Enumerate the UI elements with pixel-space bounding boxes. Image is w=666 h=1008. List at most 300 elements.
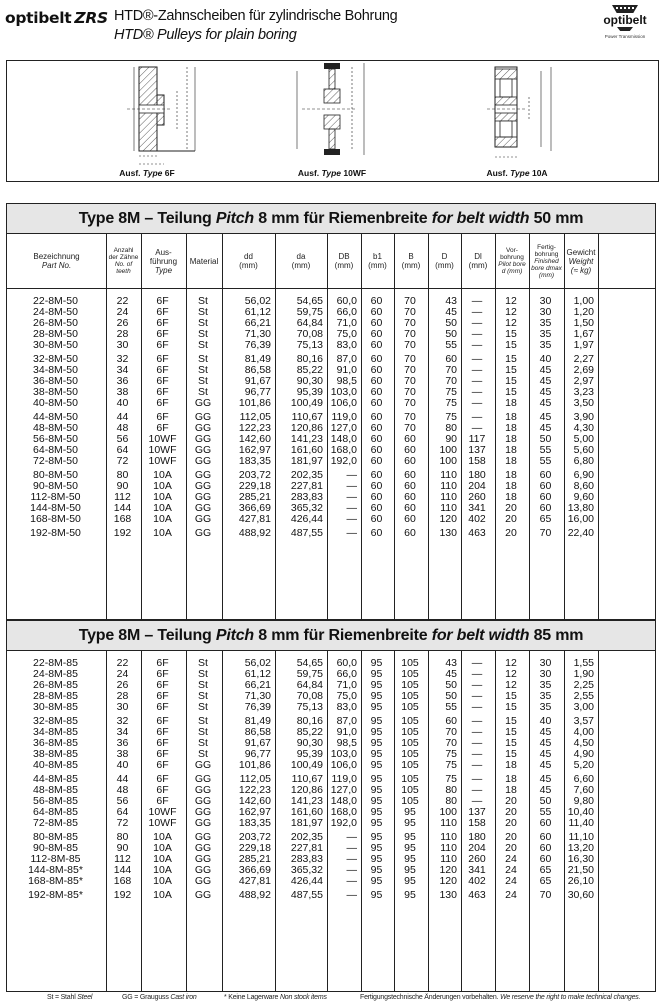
table-cell: — bbox=[471, 795, 483, 807]
table-cell: 15 bbox=[505, 701, 517, 713]
table-row bbox=[7, 398, 607, 409]
table-cell: 70 bbox=[445, 364, 457, 376]
table-cell: 40 bbox=[539, 715, 552, 727]
table-cell: — bbox=[471, 411, 483, 423]
drawing-type-6f bbox=[77, 61, 217, 181]
table-cell: 38 bbox=[116, 386, 129, 398]
table-cell: 260 bbox=[468, 853, 486, 865]
table-cell: 55 bbox=[445, 701, 457, 713]
table-cell: 60 bbox=[370, 386, 383, 398]
table-cell: 105 bbox=[401, 715, 419, 727]
table-cell: 12 bbox=[505, 657, 517, 669]
table-cell: 366,69 bbox=[238, 864, 271, 876]
table-cell: 91,0 bbox=[336, 364, 357, 376]
table-cell: 3,50 bbox=[573, 397, 594, 409]
table-cell: 64,84 bbox=[296, 679, 323, 691]
table-cell: 130 bbox=[439, 527, 457, 539]
table-cell: 1,97 bbox=[573, 339, 594, 351]
table-cell: St bbox=[198, 317, 208, 329]
table-cell: — bbox=[471, 784, 483, 796]
table-cell: 161,60 bbox=[290, 806, 323, 818]
table-cell: 70 bbox=[404, 386, 416, 398]
table-cell: 16,30 bbox=[567, 853, 594, 865]
table-cell: 43 bbox=[445, 657, 457, 669]
table-cell: 6,60 bbox=[573, 773, 594, 785]
column-header: Dl (mm) bbox=[468, 252, 488, 270]
table-cell: 144-8M-85* bbox=[28, 864, 83, 876]
table-cell: — bbox=[471, 364, 483, 376]
table-cell: 5,20 bbox=[573, 759, 594, 771]
table-cell: 6F bbox=[156, 397, 169, 409]
table-cell: 71,30 bbox=[244, 690, 271, 702]
table-cell: 112,05 bbox=[239, 411, 271, 423]
table-cell: 463 bbox=[468, 889, 486, 901]
table-cell: 203,72 bbox=[238, 469, 271, 481]
table-cell: 72 bbox=[116, 455, 129, 467]
table-cell: 192,0 bbox=[330, 455, 357, 467]
table-cell: — bbox=[346, 480, 357, 492]
table-cell: GG bbox=[194, 864, 212, 876]
table-cell: 95 bbox=[404, 889, 416, 901]
table-cell: 91,0 bbox=[336, 726, 357, 738]
legend-non-stock: * Keine Lagerware Non stock items bbox=[224, 994, 327, 1001]
table-cell: 60 bbox=[404, 491, 416, 503]
table-cell: 60 bbox=[539, 817, 552, 829]
table-cell: 3,57 bbox=[573, 715, 594, 727]
table-cell: St bbox=[198, 748, 208, 760]
table-cell: 70 bbox=[445, 375, 457, 387]
table-cell: 24-8M-50 bbox=[33, 306, 78, 318]
table-cell: 110 bbox=[440, 469, 457, 481]
table-cell: 44 bbox=[116, 773, 129, 785]
drawing-type-10a bbox=[447, 61, 587, 181]
table-cell: 15 bbox=[505, 715, 517, 727]
table-cell: 105 bbox=[401, 784, 419, 796]
table-cell: 48-8M-85 bbox=[33, 784, 78, 796]
table-cell: 148,0 bbox=[330, 433, 357, 445]
table-cell: 60 bbox=[404, 502, 416, 514]
table-cell: 10A bbox=[153, 842, 172, 854]
table-cell: 95 bbox=[370, 657, 383, 669]
table-cell: 95 bbox=[370, 889, 383, 901]
table-cell: 40 bbox=[116, 397, 129, 409]
table-cell: 13,20 bbox=[567, 842, 594, 854]
table-cell: 76,39 bbox=[244, 339, 271, 351]
column-header: da (mm) bbox=[291, 252, 311, 270]
table-cell: 90-8M-85 bbox=[33, 842, 78, 854]
table-cell: 87,0 bbox=[336, 353, 357, 365]
table-cell: 130 bbox=[439, 889, 457, 901]
table-cell: 9,80 bbox=[573, 795, 594, 807]
pulley-10a-drawing-icon bbox=[447, 61, 587, 166]
table-cell: 15 bbox=[505, 726, 517, 738]
table-cell: 70 bbox=[404, 353, 416, 365]
header-divider bbox=[7, 288, 655, 289]
table-cell: 35 bbox=[539, 317, 552, 329]
table-cell: 60 bbox=[539, 491, 552, 503]
table-cell: 202,35 bbox=[290, 831, 323, 843]
table-cell: 45 bbox=[539, 737, 552, 749]
table-cell: GG bbox=[194, 795, 212, 807]
table-cell: 18 bbox=[505, 491, 517, 503]
table-cell: 24 bbox=[505, 875, 517, 887]
table-row bbox=[7, 702, 607, 713]
legend-technical-changes: Fertigungstechnische Änderungen vorbehalten. We reserve the right to make technical changes. bbox=[360, 994, 641, 1001]
table-cell: 6F bbox=[156, 784, 169, 796]
table-cell: 229,18 bbox=[238, 842, 271, 854]
table-cell: 283,83 bbox=[290, 853, 323, 865]
table-cell: 56 bbox=[116, 433, 129, 445]
page-title-german: HTD®-Zahnscheiben für zylindrische Bohrung bbox=[114, 8, 398, 24]
table-title: Type 8M – Teilung Pitch 8 mm für Riemenbreite for belt width 85 mm bbox=[7, 620, 655, 651]
table-cell: 45 bbox=[539, 726, 552, 738]
table-cell: 5,60 bbox=[573, 444, 594, 456]
table-cell: 54,65 bbox=[296, 295, 323, 307]
table-cell: 6F bbox=[156, 668, 169, 680]
table-cell: 6F bbox=[156, 364, 169, 376]
table-cell: 168,0 bbox=[330, 444, 357, 456]
table-cell: St bbox=[198, 690, 208, 702]
table-cell: 85,22 bbox=[296, 364, 323, 376]
table-cell: 168-8M-85* bbox=[28, 875, 83, 887]
table-cell: St bbox=[198, 339, 208, 351]
table-cell: 95 bbox=[370, 806, 383, 818]
table-cell: 60 bbox=[445, 353, 457, 365]
table-cell: 95 bbox=[370, 701, 383, 713]
table-cell: 75,13 bbox=[296, 701, 323, 713]
table-cell: 6F bbox=[156, 759, 169, 771]
table-cell: 110 bbox=[440, 853, 457, 865]
table-cell: 28 bbox=[116, 690, 129, 702]
table-cell: 402 bbox=[468, 513, 486, 525]
table-cell: 36 bbox=[116, 737, 129, 749]
table-cell: 6F bbox=[156, 339, 169, 351]
table-cell: — bbox=[471, 317, 483, 329]
table-cell: 60 bbox=[539, 480, 552, 492]
table-cell: 48-8M-50 bbox=[33, 422, 78, 434]
table-cell: 80,16 bbox=[296, 353, 323, 365]
table-cell: 18 bbox=[505, 422, 517, 434]
table-cell: 65 bbox=[539, 513, 552, 525]
table-cell: 10A bbox=[153, 875, 172, 887]
table-cell: 103,0 bbox=[330, 748, 357, 760]
table-cell: 45 bbox=[539, 411, 552, 423]
table-cell: 75 bbox=[445, 759, 457, 771]
table-cell: 105 bbox=[401, 657, 419, 669]
legend-footer bbox=[0, 994, 666, 1008]
table-cell: GG bbox=[194, 842, 212, 854]
table-cell: 60 bbox=[539, 469, 552, 481]
table-cell: 75,0 bbox=[336, 690, 357, 702]
table-cell: 110 bbox=[440, 491, 457, 503]
table-cell: 6F bbox=[156, 657, 169, 669]
table-cell: — bbox=[471, 397, 483, 409]
table-cell: 12 bbox=[505, 317, 517, 329]
table-cell: 60 bbox=[370, 375, 383, 387]
table-cell: 60 bbox=[404, 444, 416, 456]
table-cell: 60 bbox=[539, 853, 552, 865]
table-cell: 487,55 bbox=[290, 889, 323, 901]
table-cell: 6,80 bbox=[573, 455, 594, 467]
table-cell: 204 bbox=[468, 480, 486, 492]
table-cell: 30 bbox=[539, 295, 552, 307]
table-cell: 75 bbox=[445, 411, 457, 423]
table-cell: 40 bbox=[539, 353, 552, 365]
table-cell: GG bbox=[194, 444, 212, 456]
table-cell: — bbox=[471, 726, 483, 738]
column-header: Material bbox=[189, 256, 219, 266]
table-cell: 341 bbox=[468, 502, 486, 514]
column-header: Bezeichnung Part No. bbox=[33, 252, 80, 270]
table-cell: — bbox=[471, 386, 483, 398]
table-cell: 32 bbox=[116, 353, 129, 365]
table-cell: 18 bbox=[505, 411, 517, 423]
table-cell: 15 bbox=[505, 364, 517, 376]
table-cell: 96,77 bbox=[244, 748, 271, 760]
table-cell: 181,97 bbox=[290, 455, 323, 467]
table-cell: 105 bbox=[401, 690, 419, 702]
table-cell: — bbox=[471, 295, 483, 307]
table-cell: St bbox=[198, 295, 208, 307]
table-cell: 70 bbox=[404, 411, 416, 423]
table-cell: 101,86 bbox=[238, 759, 271, 771]
table-cell: 10WF bbox=[148, 433, 177, 445]
table-cell: 10A bbox=[153, 889, 172, 901]
table-cell: — bbox=[346, 502, 357, 514]
table-cell: 95 bbox=[370, 773, 383, 785]
table-cell: 24-8M-85 bbox=[33, 668, 78, 680]
table-cell: 95 bbox=[370, 817, 383, 829]
table-cell: 15 bbox=[505, 737, 517, 749]
table-cell: 60 bbox=[370, 433, 383, 445]
table-cell: 59,75 bbox=[296, 668, 323, 680]
table-cell: GG bbox=[194, 469, 212, 481]
table-cell: GG bbox=[194, 502, 212, 514]
table-cell: 18 bbox=[505, 444, 517, 456]
table-cell: 80 bbox=[445, 795, 457, 807]
table-cell: 427,81 bbox=[238, 875, 271, 887]
table-cell: 2,55 bbox=[573, 690, 594, 702]
table-cell: GG bbox=[194, 889, 212, 901]
table-cell: 40-8M-50 bbox=[33, 397, 78, 409]
table-cell: 426,44 bbox=[290, 875, 323, 887]
table-cell: 120 bbox=[439, 513, 457, 525]
table-cell: 112-8M-85 bbox=[30, 853, 81, 865]
table-cell: — bbox=[471, 306, 483, 318]
table-cell: 72-8M-85 bbox=[33, 817, 78, 829]
table-cell: 70 bbox=[445, 737, 457, 749]
table-cell: 119,0 bbox=[331, 411, 357, 423]
table-cell: 60 bbox=[370, 328, 383, 340]
table-cell: 365,32 bbox=[290, 502, 323, 514]
table-cell: 22-8M-50 bbox=[33, 295, 78, 307]
table-cell: 203,72 bbox=[238, 831, 271, 843]
table-cell: 21,50 bbox=[567, 864, 594, 876]
table-cell: 44 bbox=[116, 411, 129, 423]
table-cell: 70 bbox=[404, 364, 416, 376]
table-cell: 85,22 bbox=[296, 726, 323, 738]
table-cell: 32-8M-50 bbox=[33, 353, 78, 365]
table-cell: 60 bbox=[370, 422, 383, 434]
column-header: b1 (mm) bbox=[368, 252, 387, 270]
column-header: Gewicht Weight (≈ kg) bbox=[566, 247, 596, 275]
table-cell: 50 bbox=[445, 317, 457, 329]
table-cell: — bbox=[346, 842, 357, 854]
table-cell: 60 bbox=[404, 455, 416, 467]
table-cell: 122,23 bbox=[238, 422, 271, 434]
table-cell: 4,00 bbox=[573, 726, 594, 738]
page-header bbox=[0, 0, 666, 58]
table-cell: 119,0 bbox=[331, 773, 357, 785]
table-cell: 8,60 bbox=[573, 480, 594, 492]
table-cell: 6F bbox=[156, 701, 169, 713]
table-cell: 95 bbox=[370, 737, 383, 749]
table-cell: 22 bbox=[116, 657, 129, 669]
table-cell: 110 bbox=[440, 817, 457, 829]
table-cell: 22 bbox=[116, 295, 129, 307]
table-cell: 60 bbox=[404, 513, 416, 525]
table-cell: 80 bbox=[445, 784, 457, 796]
table-cell: 75,13 bbox=[296, 339, 323, 351]
table-cell: 65 bbox=[539, 875, 552, 887]
table-cell: 183,35 bbox=[238, 455, 271, 467]
table-cell: 66,0 bbox=[336, 306, 357, 318]
table-cell: 168-8M-50 bbox=[30, 513, 81, 525]
table-cell: — bbox=[346, 527, 357, 539]
table-cell: — bbox=[471, 339, 483, 351]
table-cell: 26-8M-85 bbox=[33, 679, 78, 691]
table-cell: — bbox=[471, 657, 483, 669]
table-cell: 60 bbox=[370, 455, 383, 467]
table-cell: 18 bbox=[505, 455, 517, 467]
table-cell: 18 bbox=[505, 433, 517, 445]
table-cell: 80-8M-85 bbox=[33, 831, 78, 843]
table-cell: — bbox=[346, 831, 357, 843]
table-cell: 56,02 bbox=[244, 295, 271, 307]
table-cell: 13,80 bbox=[567, 502, 594, 514]
table-cell: GG bbox=[194, 875, 212, 887]
table-cell: 71,30 bbox=[244, 328, 271, 340]
table-cell: 70 bbox=[539, 527, 552, 539]
table-cell: 60 bbox=[404, 469, 416, 481]
table-cell: 28 bbox=[116, 328, 129, 340]
table-cell: — bbox=[471, 679, 483, 691]
table-cell: 60 bbox=[370, 527, 383, 539]
table-cell: 110 bbox=[440, 480, 457, 492]
table-cell: 70 bbox=[404, 422, 416, 434]
table-cell: 60,0 bbox=[336, 295, 357, 307]
table-cell: 141,23 bbox=[290, 795, 323, 807]
table-cell: 76,39 bbox=[244, 701, 271, 713]
table-cell: 1,90 bbox=[573, 668, 594, 680]
table-cell: 192 bbox=[113, 889, 132, 901]
table-cell: 127,0 bbox=[330, 784, 357, 796]
table-cell: 18 bbox=[505, 759, 517, 771]
table-cell: 110,67 bbox=[291, 773, 323, 785]
table-cell: 11,10 bbox=[568, 831, 594, 843]
table-cell: 112-8M-50 bbox=[30, 491, 81, 503]
table-cell: 168 bbox=[113, 513, 132, 525]
table-cell: 60 bbox=[370, 444, 383, 456]
table-cell: 105 bbox=[401, 795, 419, 807]
table-cell: 110 bbox=[440, 831, 457, 843]
legend-cast-iron: GG = Grauguss Cast iron bbox=[122, 994, 197, 1001]
table-cell: 6F bbox=[156, 737, 169, 749]
table-cell: 9,60 bbox=[573, 491, 594, 503]
table-cell: 162,97 bbox=[238, 806, 271, 818]
table-cell: 11,40 bbox=[568, 817, 594, 829]
table-cell: GG bbox=[194, 513, 212, 525]
table-cell: 30,60 bbox=[567, 889, 594, 901]
table-cell: — bbox=[471, 759, 483, 771]
table-cell: 10A bbox=[153, 864, 172, 876]
table-cell: 10A bbox=[153, 491, 172, 503]
table-cell: 15 bbox=[505, 748, 517, 760]
table-cell: 30-8M-50 bbox=[33, 339, 78, 351]
table-cell: 80 bbox=[116, 469, 129, 481]
table-cell: 90-8M-50 bbox=[33, 480, 78, 492]
table-cell: 40-8M-85 bbox=[33, 759, 78, 771]
table-cell: 6F bbox=[156, 795, 169, 807]
table-cell: 81,49 bbox=[244, 715, 271, 727]
table-cell: St bbox=[198, 375, 208, 387]
table-cell: 18 bbox=[505, 784, 517, 796]
table-cell: 60 bbox=[370, 306, 383, 318]
table-cell: 44-8M-85 bbox=[33, 773, 78, 785]
table-cell: 110,67 bbox=[291, 411, 323, 423]
table-cell: 95 bbox=[370, 875, 383, 887]
table-cell: 120 bbox=[439, 864, 457, 876]
table-cell: 36-8M-85 bbox=[33, 737, 78, 749]
table-cell: 86,58 bbox=[244, 726, 271, 738]
table-cell: 90,30 bbox=[296, 375, 323, 387]
table-cell: 341 bbox=[468, 864, 486, 876]
table-cell: 55 bbox=[445, 339, 457, 351]
table-cell: 192 bbox=[113, 527, 132, 539]
table-cell: 105 bbox=[401, 668, 419, 680]
table-cell: 3,23 bbox=[573, 386, 594, 398]
table-cell: 122,23 bbox=[238, 784, 271, 796]
table-cell: 100 bbox=[439, 455, 457, 467]
table-cell: St bbox=[198, 657, 208, 669]
table-cell: 75 bbox=[445, 397, 457, 409]
table-cell: St bbox=[198, 726, 208, 738]
table-cell: GG bbox=[194, 397, 212, 409]
table-cell: St bbox=[198, 353, 208, 365]
table-cell: 15 bbox=[505, 375, 517, 387]
table-cell: 137 bbox=[468, 444, 486, 456]
table-cell: 6F bbox=[156, 690, 169, 702]
table-cell: 45 bbox=[539, 748, 552, 760]
table-cell: 283,83 bbox=[290, 491, 323, 503]
table-cell: — bbox=[346, 513, 357, 525]
table-cell: — bbox=[346, 875, 357, 887]
table-title: Type 8M – Teilung Pitch 8 mm für Riemenbreite for belt width 50 mm bbox=[7, 204, 655, 234]
table-cell: 10WF bbox=[148, 806, 177, 818]
table-cell: GG bbox=[194, 773, 212, 785]
table-cell: — bbox=[471, 375, 483, 387]
table-cell: 6F bbox=[156, 726, 169, 738]
table-cell: 60 bbox=[370, 397, 383, 409]
table-cell: 26-8M-50 bbox=[33, 317, 78, 329]
table-cell: 112 bbox=[114, 853, 131, 865]
table-cell: 45 bbox=[539, 773, 552, 785]
table-cell: 60 bbox=[404, 527, 416, 539]
table-cell: 34 bbox=[116, 364, 129, 376]
table-cell: 60 bbox=[370, 317, 383, 329]
table-cell: 32 bbox=[116, 715, 129, 727]
table-cell: 75,0 bbox=[336, 328, 357, 340]
